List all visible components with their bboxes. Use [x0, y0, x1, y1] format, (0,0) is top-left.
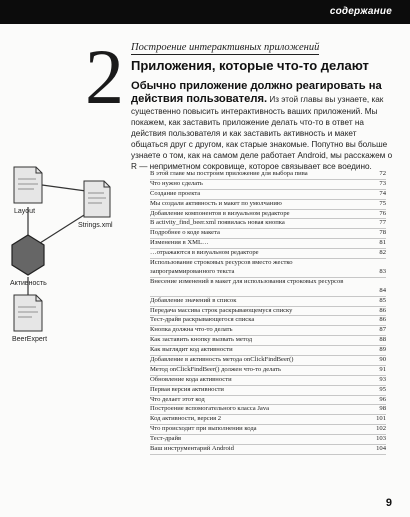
- toc-entry-title: Первая версия активности: [150, 385, 224, 393]
- toc-entry-page: 74: [379, 189, 386, 197]
- toc-entry-page: 75: [379, 199, 386, 207]
- toc-entry-page: 86: [379, 306, 386, 314]
- toc-entry-page: 98: [379, 405, 386, 413]
- toc-entry: [150, 356, 386, 366]
- toc-entry: [150, 239, 386, 249]
- toc-entry: [150, 376, 386, 386]
- chapter-subtitle: Построение интерактивных приложений: [131, 42, 320, 53]
- toc-entry-page: 72: [379, 170, 386, 177]
- beerexpert-label: BeerExpert: [12, 336, 48, 343]
- table-of-contents: [150, 170, 386, 455]
- toc-entry: [150, 445, 386, 455]
- toc-entry-title: Создание проекта: [150, 189, 201, 197]
- toc-entry: [150, 415, 386, 425]
- toc-entry: [150, 297, 386, 307]
- toc-entry: [150, 346, 386, 356]
- toc-entry: [150, 405, 386, 415]
- beerexpert-document-icon: [14, 295, 42, 331]
- toc-entry: [150, 326, 386, 336]
- chapter-intro-bold: Обычно приложение должно реагировать на действия пользователя.: [131, 80, 382, 105]
- toc-entry-page: 81: [379, 239, 386, 247]
- header-bar: [0, 0, 410, 24]
- toc-entry: [150, 396, 386, 406]
- activity-hexagon-icon: [12, 235, 44, 275]
- toc-entry-title: Как выглядит код активности: [150, 346, 233, 354]
- toc-entry-page: 104: [376, 444, 386, 452]
- toc-entry-page: 77: [379, 219, 386, 227]
- architecture-diagram: [0, 155, 140, 355]
- toc-entry: [150, 190, 386, 200]
- chapter-intro-text: Из этой главы вы узнаете, как существенно повысить интерактивность ваших приложений. Мы покажем, как заставить приложение делать что-то в ответ на действия пользователя и как заставить активность и макет общаться друг с другом, как старые знакомые. Попутно вы больше узнаете о том, как на самом деле работает Android, мы расскажем о R — неприметном сокровище, которое связывает все воедино.: [131, 95, 393, 171]
- toc-entry-title: Ваш инструментарий Android: [150, 444, 234, 452]
- toc-entry: [150, 366, 386, 376]
- toc-entry: [150, 229, 386, 239]
- toc-entry-page: 76: [379, 209, 386, 217]
- toc-entry: [150, 210, 386, 220]
- activity-label: Активность: [10, 280, 47, 287]
- chapter-intro: [131, 80, 393, 172]
- toc-entry-page: 86: [379, 316, 386, 324]
- toc-entry-page: 90: [379, 355, 386, 363]
- toc-entry-title: Передача массива строк раскрывающемуся списку: [150, 306, 293, 314]
- toc-entry: [150, 180, 386, 190]
- toc-entry-page: 73: [379, 179, 386, 187]
- toc-entry: [150, 316, 386, 326]
- toc-entry: [150, 307, 386, 317]
- toc-entry: [150, 200, 386, 210]
- toc-entry-title: Кнопка должна что-то делать: [150, 326, 233, 334]
- arrow-layout-strings: [42, 185, 86, 191]
- toc-entry-page: 96: [379, 395, 386, 403]
- toc-entry-title: Подробнее о коде макета: [150, 229, 220, 237]
- toc-entry-page: 82: [379, 249, 386, 257]
- toc-entry: [150, 170, 386, 180]
- toc-entry-title: Как заставить кнопку вызвать метод: [150, 336, 253, 344]
- toc-entry-title: Построение вспомогательного класса Java: [150, 405, 270, 413]
- toc-entry: [150, 278, 386, 297]
- layout-label: Layout: [14, 208, 36, 215]
- toc-entry: [150, 336, 386, 346]
- toc-entry-page: 84: [379, 286, 386, 294]
- toc-entry-title: Добавление в активность метода onClickFindBeer(): [150, 355, 294, 363]
- toc-entry-page: 93: [379, 375, 386, 383]
- layout-document-icon: [14, 167, 42, 203]
- toc-entry-page: 83: [379, 267, 386, 275]
- toc-entry-page: 101: [376, 415, 386, 423]
- toc-entry-page: 85: [379, 296, 386, 304]
- toc-entry-title: Мы создали активность и макет по умолчанию: [150, 199, 282, 207]
- toc-entry-title: Использование строковых ресурсов вместо жестко запрограммированного текста: [150, 259, 293, 275]
- toc-entry: [150, 425, 386, 435]
- strings-document-icon: [84, 181, 110, 217]
- toc-entry-title: Добавление значений в список: [150, 296, 237, 304]
- toc-entry-title: Тест-драйв раскрывающегося списка: [150, 316, 255, 324]
- toc-entry-title: Метод onClickFindBeer() должен что-то делать: [150, 365, 282, 373]
- toc-entry-title: Обновление кода активности: [150, 375, 232, 383]
- toc-entry: [150, 435, 386, 445]
- toc-entry-title: Добавление компонентов в визуальном редакторе: [150, 209, 290, 217]
- toc-entry-title: Что происходит при выполнении кода: [150, 425, 257, 433]
- section-label: содержание: [329, 6, 392, 17]
- toc-entry: [150, 249, 386, 259]
- toc-entry-page: 91: [379, 365, 386, 373]
- page-number: 9: [385, 497, 392, 509]
- toc-entry-title: …отражаются в визуальном редакторе: [150, 249, 259, 257]
- toc-entry: [150, 219, 386, 229]
- toc-entry-page: 95: [379, 385, 386, 393]
- toc-entry-title: Что нужно сделать: [150, 179, 203, 187]
- toc-entry-title: Внесение изменений в макет для использования строковых ресурсов: [150, 277, 344, 285]
- toc-entry-title: В activity_find_beer.xml появилась новая кнопка: [150, 219, 285, 227]
- toc-entry: [150, 259, 386, 278]
- toc-entry-title: Код активности, версия 2: [150, 415, 222, 423]
- toc-entry-page: 78: [379, 229, 386, 237]
- toc-entry-title: Что делает этот код: [150, 395, 205, 403]
- toc-entry-title: Изменения в XML…: [150, 239, 209, 247]
- toc-entry-title: Тест-драйв: [150, 435, 182, 443]
- toc-entry: [150, 386, 386, 396]
- toc-entry-page: 88: [379, 336, 386, 344]
- chapter-title: Приложения, которые что-то делают: [131, 58, 369, 73]
- toc-entry-page: 102: [376, 425, 386, 433]
- toc-entry-page: 103: [376, 435, 386, 443]
- strings-label: Strings.xml: [78, 222, 113, 229]
- chapter-number: 2: [85, 33, 124, 120]
- toc-entry-page: 89: [379, 346, 386, 354]
- toc-entry-title: В этой главе мы построим приложение для выбора пива: [150, 170, 308, 177]
- toc-entry-page: 87: [379, 326, 386, 334]
